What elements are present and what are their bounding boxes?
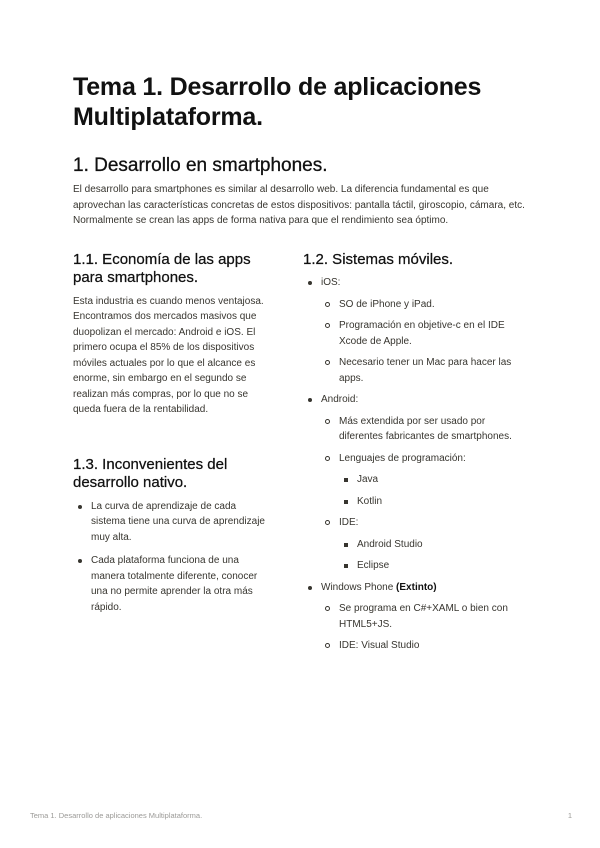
subheading-economy: 1.1. Economía de las apps para smartphones.	[73, 250, 251, 286]
list-item-android	[303, 392, 531, 574]
list-item: Eclipse	[339, 558, 531, 574]
section-heading-smartphones: 1. Desarrollo en smartphones.	[73, 155, 328, 176]
section-intro-paragraph: El desarrollo para smartphones es similar al desarrollo web. La diferencia fundamental es que aprovechan las características concretas de estos dispositivos: pantalla táctil, giroscopio, cámara, etc. Normalmente se crean las apps de forma nativa para que el rendimiento sea óptimo.	[73, 184, 525, 226]
document-page	[73, 72, 531, 660]
list-item: Más extendida por ser usado por diferentes fabricantes de smartphones.	[321, 414, 531, 445]
android-sublist	[321, 414, 531, 574]
list-item-windows	[303, 580, 531, 654]
list-item: Kotlin	[339, 494, 531, 510]
windows-sublist	[321, 601, 531, 654]
list-item-ios	[303, 275, 531, 386]
list-item-languages	[321, 451, 531, 510]
footer-title: Tema 1. Desarrollo de aplicaciones Multiplataforma.	[30, 811, 203, 820]
list-item: Programación en objetive-c en el IDE Xcode de Apple.	[321, 318, 531, 349]
list-item: Cada plataforma funciona de una manera totalmente diferente, conocer una no permite aprender la otra más rápido.	[73, 553, 265, 615]
ios-sublist	[321, 297, 531, 387]
document-title	[73, 72, 531, 132]
windows-label: Windows Phone	[321, 581, 397, 593]
subheading-drawbacks: 1.3. Inconvenientes del desarrollo nativo.	[73, 455, 228, 491]
languages-sublist	[339, 472, 531, 509]
extinct-badge: (Extinto)	[396, 581, 437, 593]
list-item: SO de iPhone y iPad.	[321, 297, 531, 313]
ios-label: iOS:	[321, 277, 341, 288]
economy-paragraph: Esta industria es cuando menos ventajosa. Encontramos dos mercados masivos que duopolizan el mercado: Android e iOS. El primero ocupa el 85% de los dispositivos móviles actuales por lo que el alcance es enorme, sin embargo en el segundo se realizan más compras, por lo que no se queda fuera de la rentabilidad.	[73, 295, 264, 415]
right-column	[303, 251, 531, 660]
title-line-2: Multiplataforma.	[73, 103, 263, 131]
ide-label: IDE:	[339, 517, 359, 528]
page-number: 1	[567, 811, 572, 820]
title-line-1: Tema 1. Desarrollo de aplicaciones	[73, 73, 482, 101]
drawbacks-list	[73, 499, 265, 616]
android-label: Android:	[321, 394, 359, 405]
list-item: La curva de aprendizaje de cada sistema tiene una curva de aprendizaje muy alta.	[73, 499, 265, 546]
list-item-ide	[321, 515, 531, 574]
systems-list	[303, 275, 531, 654]
languages-label: Lenguajes de programación:	[339, 452, 466, 464]
ide-sublist	[339, 537, 531, 574]
list-item: Necesario tener un Mac para hacer las apps.	[321, 355, 531, 386]
left-column	[73, 251, 265, 660]
subheading-systems: 1.2. Sistemas móviles.	[303, 250, 454, 268]
list-item: Java	[339, 472, 531, 488]
list-item: Se programa en C#+XAML o bien con HTML5+JS.	[321, 601, 531, 632]
list-item: Android Studio	[339, 537, 531, 553]
two-column-layout	[73, 251, 531, 660]
list-item: IDE: Visual Studio	[321, 638, 531, 654]
